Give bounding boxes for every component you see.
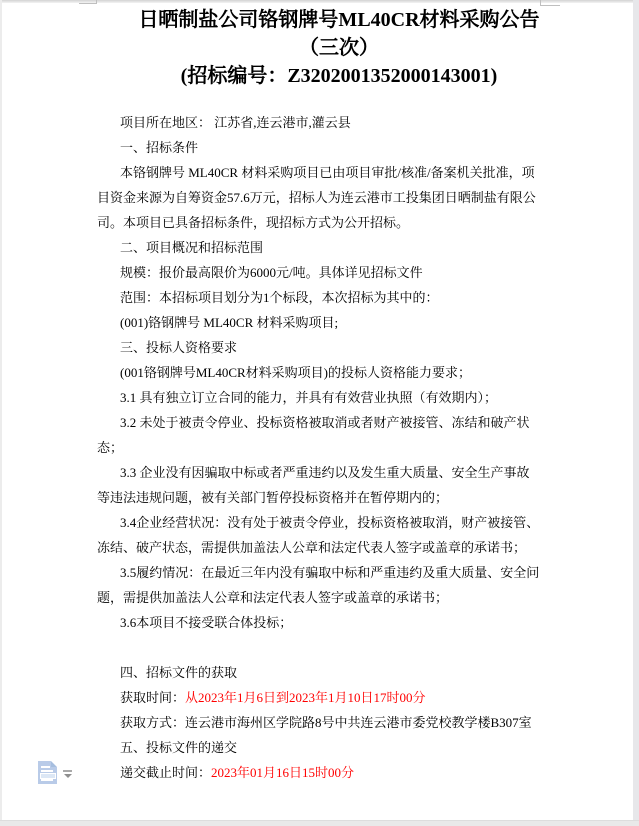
page-edge-right — [633, 0, 639, 826]
body-lines — [97, 110, 567, 785]
text-segment: 3.4企业经营状况：没有处于被责令停业，投标资格被取消，财产被接管、 — [120, 515, 540, 530]
text-segment: 递交截止时间： — [120, 765, 212, 780]
text-segment: 目资金来源为自筹资金57.6万元，招标人为连云港市工投集团日晒制盐有限公 — [97, 190, 536, 205]
body-line — [97, 510, 567, 535]
body-line — [97, 235, 567, 260]
text-segment: 题，需提供加盖法人公章和法定代表人签字或盖章的承诺书； — [97, 590, 449, 605]
text-segment: 态； — [97, 440, 124, 455]
title-line-3: (招标编号：Z3202001352000143001) — [180, 65, 498, 87]
text-segment: (001)铬钢牌号 ML40CR 材料采购项目; — [120, 315, 339, 330]
body-line — [97, 135, 567, 160]
text-segment: 四、招标文件的获取 — [120, 665, 238, 680]
text-line-decoration — [41, 766, 50, 768]
text-segment: 本铬钢牌号 ML40CR 材料采购项目已由项目审批/核准/备案机关批准，项 — [120, 165, 535, 180]
body-line — [97, 710, 567, 735]
body-line — [97, 485, 567, 510]
deadline-date-text: 从2023年1月6日到2023年1月10日17时00分 — [185, 690, 426, 705]
body-line — [97, 585, 567, 610]
text-segment: (001铬钢牌号ML40CR材料采购项目)的投标人资格能力要求； — [120, 365, 472, 380]
body-line — [97, 735, 567, 760]
crop-mark-top-right — [540, 5, 560, 6]
text-segment: 等违法违规问题，被有关部门暂停投标资格并在暂停期内的； — [97, 490, 449, 505]
text-segment: 获取时间： — [120, 690, 186, 705]
body-line — [97, 535, 567, 560]
text-segment: 三、投标人资格要求 — [120, 340, 238, 355]
text-segment: 3.5履约情况：在最近三年内没有骗取中标和严重违约及重大质量、安全问 — [120, 565, 540, 580]
crop-mark-top-left — [79, 3, 97, 4]
body-line — [97, 285, 567, 310]
body-line — [97, 435, 567, 460]
paste-options-button[interactable] — [36, 759, 78, 789]
text-segment: 3.6本项目不接受联合体投标； — [120, 615, 293, 630]
body-line — [97, 685, 567, 710]
body-line — [97, 210, 567, 235]
text-segment: 二、项目概况和招标范围 — [120, 240, 264, 255]
crop-mark-top-left — [96, 0, 97, 4]
page-fold-icon — [51, 761, 57, 767]
body-line — [97, 610, 567, 635]
text-segment: 五、投标文件的递交 — [120, 740, 238, 755]
body-line — [97, 660, 567, 685]
page-edge-bottom — [0, 820, 639, 826]
body-line — [97, 460, 567, 485]
deadline-date-text: 2023年01月16日15时00分 — [211, 765, 355, 780]
blank-line — [97, 635, 567, 660]
title-line-2: （三次） — [299, 37, 379, 59]
clipboard-paste-icon — [38, 761, 57, 784]
document-title — [137, 6, 541, 90]
text-segment: 3.2 未处于被责令停业、投标资格被取消或者财产被接管、冻结和破产状 — [120, 415, 530, 430]
body-line — [97, 410, 567, 435]
text-segment: 获取方式：连云港市海州区学院路8号中共连云港市委党校教学楼B307室 — [120, 715, 532, 730]
body-line — [97, 385, 567, 410]
body-line — [97, 335, 567, 360]
text-segment: 范围：本招标项目划分为1个标段，本次招标为其中的： — [120, 290, 439, 305]
text-segment: 规模：报价最高限价为6000元/吨。具体详见招标文件 — [120, 265, 423, 280]
text-line-decoration — [41, 779, 53, 781]
body-line — [97, 310, 567, 335]
page-edge-left — [0, 0, 2, 826]
chevron-down-icon — [63, 770, 72, 772]
text-segment: 3.1 具有独立订立合同的能力，并具有有效营业执照（有效期内）； — [120, 390, 498, 405]
text-segment: 一、招标条件 — [120, 140, 199, 155]
body-line — [97, 760, 567, 785]
text-segment: 项目所在地区： 江苏省,连云港市,灌云县 — [120, 115, 351, 130]
body-line — [97, 360, 567, 385]
text-segment: 司。本项目已具备招标条件，现招标方式为公开招标。 — [97, 215, 410, 230]
text-line-decoration — [41, 770, 53, 772]
text-segment: 3.3 企业没有因骗取中标或者严重违约以及发生重大质量、安全生产事故 — [120, 465, 530, 480]
body-line — [97, 160, 567, 185]
body-line — [97, 260, 567, 285]
chevron-down-icon — [64, 774, 72, 778]
title-line-1: 日晒制盐公司铬钢牌号ML40CR材料采购公告 — [138, 9, 540, 31]
body-line — [97, 185, 567, 210]
body-line — [97, 110, 567, 135]
text-segment: 冻结、破产状态，需提供加盖法人公章和法定代表人签字或盖章的承诺书； — [97, 540, 527, 555]
body-line — [97, 560, 567, 585]
